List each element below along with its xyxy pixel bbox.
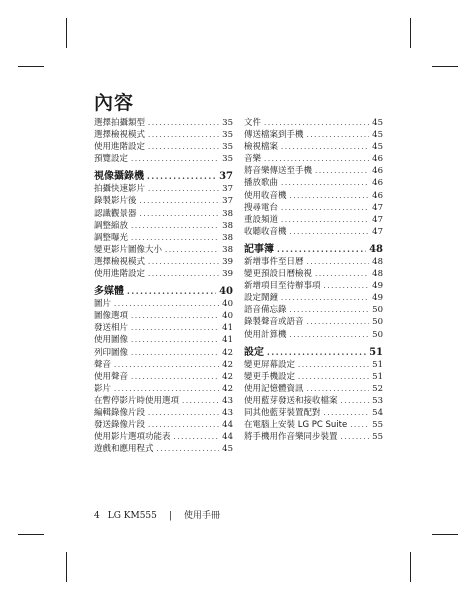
toc-leader-dots — [131, 347, 219, 359]
toc-entry-label: 記事簿 — [244, 243, 274, 255]
toc-entry — [94, 443, 233, 455]
toc-leader-dots — [114, 383, 219, 395]
toc-entry-label: 調整曝光 — [94, 232, 129, 243]
crop-mark — [66, 18, 67, 48]
toc-entry-label: 錄製影片後 — [94, 196, 137, 207]
toc-leader-dots — [324, 280, 370, 292]
toc-entry-label: 錄製聲音或語音 — [244, 317, 304, 328]
toc-leader-dots — [341, 395, 370, 407]
toc-entry — [244, 141, 383, 153]
toc-entry — [94, 383, 233, 395]
toc-entry-label: 新增項目至待辦事項 — [244, 281, 321, 292]
toc-leader-dots — [264, 117, 369, 129]
toc-entry — [244, 280, 383, 292]
toc-entry — [94, 117, 233, 129]
toc-leader-dots — [307, 256, 370, 268]
toc-leader-dots — [131, 334, 219, 346]
toc-entry-page: 38 — [222, 208, 233, 219]
toc-entry-page: 50 — [372, 317, 383, 328]
toc-leader-dots — [298, 371, 369, 383]
toc-leader-dots — [131, 220, 219, 232]
toc-section-heading — [244, 345, 383, 359]
toc-entry — [244, 292, 383, 304]
toc-entry-page: 46 — [372, 178, 383, 189]
toc-entry-page: 49 — [372, 293, 383, 304]
toc-entry — [244, 316, 383, 328]
toc-entry — [94, 183, 233, 195]
toc-entry-page: 35 — [222, 142, 233, 153]
footer-separator: | — [168, 511, 172, 521]
toc-entry — [244, 202, 383, 214]
page-title: 內容 — [94, 92, 135, 114]
toc-leader-dots — [148, 419, 219, 431]
toc-leader-dots — [148, 407, 219, 419]
toc-entry-label: 圖片 — [94, 299, 112, 310]
toc-entry — [244, 419, 383, 431]
toc-leader-dots — [148, 117, 219, 129]
toc-entry — [94, 431, 233, 443]
toc-entry-label: 變更影片圖像大小 — [94, 244, 163, 255]
toc-leader-dots — [324, 407, 370, 419]
toc-entry-label: 在電腦上安裝 LG PC Suite — [244, 420, 348, 431]
toc-entry-label: 文件 — [244, 118, 262, 128]
toc-entry-page: 42 — [222, 371, 233, 382]
toc-leader-dots — [341, 431, 370, 443]
toc-leader-dots — [281, 202, 369, 214]
toc-leader-dots — [157, 443, 220, 455]
toc-entry-label: 在暫停影片時使用選項 — [94, 395, 180, 406]
toc-entry-page: 51 — [372, 371, 383, 382]
toc-entry — [244, 431, 383, 443]
toc-entry-label: 預覽設定 — [94, 154, 129, 165]
toc-entry — [94, 322, 233, 334]
crop-mark — [410, 552, 411, 582]
toc-leader-dots — [290, 226, 370, 238]
toc-leader-dots — [267, 345, 366, 359]
toc-leader-dots — [290, 304, 370, 316]
toc-entry-page: 46 — [372, 166, 383, 177]
toc-leader-dots — [281, 177, 369, 189]
toc-leader-dots — [131, 322, 219, 334]
toc-entry-label: 將手機用作音樂同步裝置 — [244, 432, 338, 443]
toc-entry — [244, 407, 383, 419]
toc-entry-page: 40 — [222, 299, 233, 310]
toc-entry — [244, 129, 383, 141]
toc-leader-dots — [148, 141, 219, 153]
toc-entry-label: 使用進階設定 — [94, 269, 146, 280]
toc-entry-label: 視像攝錄機 — [94, 171, 144, 183]
toc-leader-dots — [281, 214, 369, 226]
toc-entry-label: 拍攝快速影片 — [94, 184, 146, 195]
toc-entry-page: 51 — [372, 359, 383, 370]
toc-section-heading — [94, 169, 233, 183]
toc-entry — [94, 195, 233, 207]
toc-entry — [244, 153, 383, 165]
toc-entry-page: 48 — [369, 243, 383, 255]
toc-entry — [244, 214, 383, 226]
toc-entry-page: 54 — [372, 407, 383, 418]
toc-entry-page: 45 — [372, 118, 383, 128]
toc-leader-dots — [147, 169, 216, 183]
toc-leader-dots — [131, 310, 219, 322]
toc-entry — [94, 129, 233, 141]
toc-entry-page: 48 — [372, 256, 383, 267]
toc-entry-label: 使用收音機 — [244, 190, 287, 201]
toc-entry-page: 41 — [222, 335, 233, 346]
toc-entry-page: 47 — [372, 226, 383, 237]
toc-entry-label: 傳送檔案到手機 — [244, 130, 304, 141]
toc-entry — [94, 220, 233, 232]
toc-entry — [244, 177, 383, 189]
toc-entry-label: 將音樂傳送至手機 — [244, 166, 313, 177]
toc-right-column — [244, 117, 383, 443]
footer-model: LG KM555 — [107, 511, 157, 521]
toc-leader-dots — [140, 195, 220, 207]
toc-entry-page: 52 — [372, 383, 383, 394]
toc-entry-page: 48 — [372, 269, 383, 280]
toc-leader-dots — [350, 419, 369, 431]
toc-entry — [94, 153, 233, 165]
toc-entry-page: 43 — [222, 407, 233, 418]
toc-entry-page: 47 — [372, 202, 383, 213]
toc-entry-label: 使用記憶體資訊 — [244, 383, 304, 394]
toc-entry — [244, 383, 383, 395]
toc-entry — [244, 304, 383, 316]
toc-leader-dots — [307, 316, 370, 328]
toc-entry — [94, 141, 233, 153]
toc-entry — [94, 268, 233, 280]
toc-leader-dots — [148, 129, 219, 141]
toc-entry — [94, 407, 233, 419]
toc-entry-label: 重設頻道 — [244, 214, 279, 225]
toc-entry — [94, 334, 233, 346]
toc-entry — [94, 232, 233, 244]
toc-entry — [94, 395, 233, 407]
toc-entry-label: 設定 — [244, 346, 264, 358]
toc-entry-page: 44 — [222, 420, 233, 431]
toc-entry-page: 40 — [222, 311, 233, 322]
toc-entry-page: 44 — [222, 432, 233, 443]
toc-entry — [94, 208, 233, 220]
toc-entry-page: 37 — [222, 196, 233, 207]
toc-entry-label: 選擇檢視模式 — [94, 130, 146, 141]
toc-entry-label: 遊戲和應用程式 — [94, 444, 154, 455]
toc-leader-dots — [290, 190, 370, 202]
toc-entry — [244, 395, 383, 407]
toc-entry — [94, 347, 233, 359]
toc-entry-page: 35 — [222, 130, 233, 141]
footer-page-number: 4 — [94, 511, 100, 521]
toc-section-heading — [94, 284, 233, 298]
toc-entry-page: 46 — [372, 154, 383, 165]
toc-leader-dots — [281, 141, 369, 153]
toc-entry-page: 55 — [372, 420, 383, 431]
toc-entry-page: 35 — [222, 154, 233, 165]
toc-leader-dots — [307, 129, 370, 141]
toc-section-heading — [244, 242, 383, 256]
toc-entry-page: 42 — [222, 359, 233, 370]
toc-leader-dots — [131, 371, 219, 383]
toc-entry-label: 圖像選項 — [94, 311, 129, 322]
toc-entry-label: 使用進階設定 — [94, 142, 146, 153]
toc-entry-page: 41 — [222, 323, 233, 334]
toc-leader-dots — [114, 359, 219, 371]
toc-entry — [244, 226, 383, 238]
toc-entry-page: 50 — [372, 305, 383, 316]
toc-entry-page: 49 — [372, 281, 383, 292]
toc-entry-page: 42 — [222, 383, 233, 394]
toc-leader-dots — [298, 359, 369, 371]
toc-entry-label: 認識觀景器 — [94, 208, 137, 219]
crop-mark — [66, 552, 67, 582]
toc-entry-label: 使用圖像 — [94, 335, 129, 346]
toc-leader-dots — [277, 242, 366, 256]
toc-entry-page: 50 — [372, 329, 383, 340]
toc-leader-dots — [165, 244, 219, 256]
toc-entry-page: 51 — [369, 346, 383, 358]
toc-entry-page: 55 — [372, 432, 383, 443]
toc-leader-dots — [264, 153, 369, 165]
toc-leader-dots — [174, 431, 220, 443]
toc-entry-label: 選擇檢視模式 — [94, 256, 146, 267]
toc-entry-label: 多媒體 — [94, 286, 124, 298]
toc-entry-page: 42 — [222, 347, 233, 358]
toc-entry-page: 53 — [372, 395, 383, 406]
toc-entry — [94, 244, 233, 256]
toc-leader-dots — [148, 183, 219, 195]
toc-entry-label: 變更預設日曆檢視 — [244, 269, 313, 280]
toc-entry-label: 發送錄像片段 — [94, 420, 146, 431]
toc-entry — [94, 310, 233, 322]
toc-entry-label: 變更屏幕設定 — [244, 359, 296, 370]
toc-entry — [94, 256, 233, 268]
footer — [94, 508, 220, 521]
toc-entry-label: 收聽收音機 — [244, 226, 287, 237]
toc-entry-page: 39 — [222, 256, 233, 267]
toc-entry — [244, 268, 383, 280]
toc-entry-page: 37 — [222, 184, 233, 195]
crop-mark — [432, 66, 458, 67]
toc-leader-dots — [140, 208, 220, 220]
toc-entry-page: 38 — [222, 232, 233, 243]
toc-entry-label: 發送相片 — [94, 323, 129, 334]
toc-entry-page: 46 — [372, 190, 383, 201]
toc-leader-dots — [290, 329, 370, 341]
toc-entry-label: 使用影片選項功能表 — [94, 432, 171, 443]
toc-leader-dots — [148, 268, 219, 280]
toc-leader-dots — [114, 298, 219, 310]
toc-entry — [244, 371, 383, 383]
toc-entry-page: 45 — [222, 444, 233, 455]
toc-entry-label: 音樂 — [244, 154, 262, 165]
toc-left-column — [94, 117, 233, 455]
toc-entry-page: 45 — [372, 142, 383, 153]
toc-entry-page: 47 — [372, 214, 383, 225]
toc-entry-label: 影片 — [94, 383, 112, 394]
toc-entry-label: 使用藍芽發送和接收檔案 — [244, 395, 338, 406]
toc-entry — [94, 359, 233, 371]
toc-entry-label: 變更手機設定 — [244, 371, 296, 382]
toc-entry-page: 40 — [219, 286, 233, 298]
toc-entry — [94, 419, 233, 431]
toc-leader-dots — [315, 165, 369, 177]
toc-entry — [244, 329, 383, 341]
toc-entry-label: 聲音 — [94, 359, 112, 370]
toc-entry — [244, 165, 383, 177]
toc-entry-page: 38 — [222, 244, 233, 255]
toc-entry — [244, 190, 383, 202]
crop-mark — [432, 534, 458, 535]
toc-entry-label: 檢視檔案 — [244, 142, 279, 153]
toc-entry-label: 編輯錄像片段 — [94, 407, 146, 418]
toc-leader-dots — [131, 232, 219, 244]
toc-entry-label: 使用聲音 — [94, 371, 129, 382]
toc-entry-label: 同其他藍芽裝置配對 — [244, 407, 321, 418]
toc-entry — [94, 298, 233, 310]
toc-entry-label: 播放歌曲 — [244, 178, 279, 189]
toc-entry-label: 使用計算機 — [244, 329, 287, 340]
toc-entry-page: 43 — [222, 395, 233, 406]
toc-leader-dots — [315, 268, 369, 280]
toc-entry-page: 45 — [372, 130, 383, 141]
toc-entry-label: 搜尋電台 — [244, 202, 279, 213]
toc-entry-label: 語音備忘錄 — [244, 305, 287, 316]
toc-entry-page: 35 — [222, 118, 233, 128]
toc-entry-label: 設定鬧鐘 — [244, 293, 279, 304]
toc-entry-page: 38 — [222, 220, 233, 231]
toc-entry-label: 列印圖像 — [94, 347, 129, 358]
toc-entry-label: 調整縮放 — [94, 220, 129, 231]
toc-entry-page: 37 — [219, 171, 233, 183]
toc-leader-dots — [148, 256, 219, 268]
toc-entry-label: 選擇拍攝類型 — [94, 118, 146, 128]
toc-entry — [94, 371, 233, 383]
toc-entry — [244, 117, 383, 129]
toc-entry-page: 39 — [222, 269, 233, 280]
toc-leader-dots — [131, 153, 219, 165]
toc-leader-dots — [127, 284, 216, 298]
crop-mark — [410, 18, 411, 48]
toc-entry — [244, 359, 383, 371]
crop-mark — [18, 66, 44, 67]
crop-mark — [18, 534, 44, 535]
footer-manual-title: 使用手冊 — [183, 511, 220, 521]
toc-entry — [244, 256, 383, 268]
toc-leader-dots — [307, 383, 370, 395]
toc-leader-dots — [182, 395, 219, 407]
toc-entry-label: 新增事件至日曆 — [244, 256, 304, 267]
toc-leader-dots — [281, 292, 369, 304]
